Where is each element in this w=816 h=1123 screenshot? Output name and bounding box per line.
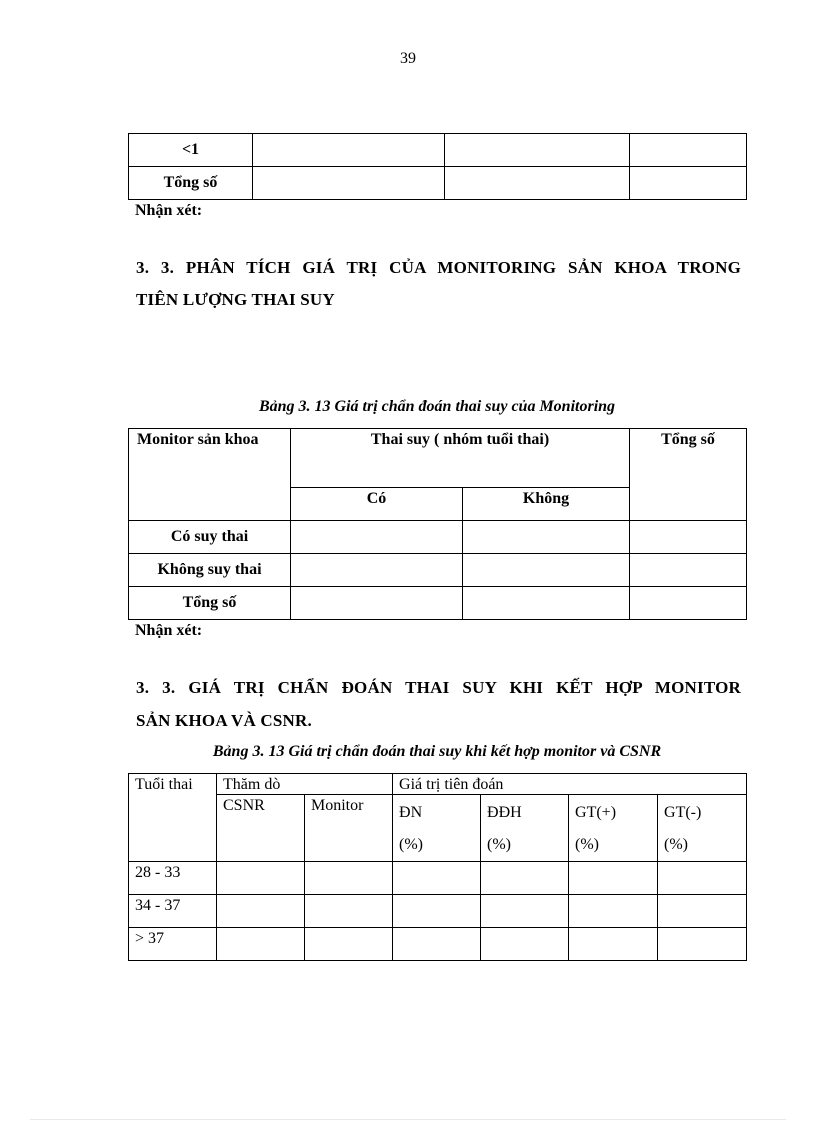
row-label: 28 - 33 (129, 862, 217, 895)
table-cell (569, 928, 658, 961)
table-cell (217, 862, 305, 895)
table-cell (393, 928, 481, 961)
metric-unit: (%) (487, 836, 511, 853)
header-metric (481, 795, 569, 862)
table-cell (253, 134, 445, 167)
table-cell (658, 928, 747, 961)
table-cell (305, 862, 393, 895)
table-cell (291, 554, 463, 587)
table-cell (481, 928, 569, 961)
metric-unit: (%) (399, 836, 423, 853)
table-row (129, 167, 747, 200)
row-label: 34 - 37 (129, 895, 217, 928)
table-cell (445, 167, 630, 200)
table-cell (393, 862, 481, 895)
table-cell (463, 554, 630, 587)
combined-table (128, 773, 747, 961)
table-cell (305, 895, 393, 928)
table-cell (630, 167, 747, 200)
table-cell (217, 928, 305, 961)
table-row (129, 895, 747, 928)
table-cell (217, 895, 305, 928)
section-heading-line-2: TIÊN LƯỢNG THAI SUY (136, 290, 335, 309)
table-cell (630, 587, 747, 620)
table-row (129, 862, 747, 895)
table-caption: Bảng 3. 13 Giá trị chẩn đoán thai suy của Monitoring (258, 398, 616, 415)
table-cell (291, 587, 463, 620)
metric-name: ĐĐH (487, 804, 522, 821)
header-yes: Có (291, 488, 463, 521)
metric-name: GT(+) (575, 804, 617, 821)
row-label: > 37 (129, 928, 217, 961)
table-cell (658, 862, 747, 895)
header-predict: Giá trị tiên đoán (393, 774, 747, 795)
row-label: Tổng số (129, 167, 253, 200)
header-probe: Thăm dò (217, 774, 393, 795)
row-label: <1 (129, 134, 253, 167)
previous-table-continuation (128, 133, 747, 200)
remark-label: Nhận xét: (135, 622, 203, 639)
table-cell (569, 895, 658, 928)
table-row (129, 928, 747, 961)
table-cell (463, 521, 630, 554)
table-cell (253, 167, 445, 200)
table-cell (658, 895, 747, 928)
table-cell (445, 134, 630, 167)
table-row (129, 554, 747, 587)
metric-name: GT(-) (664, 804, 702, 821)
table-cell (291, 521, 463, 554)
table-row (129, 521, 747, 554)
header-csnr: CSNR (217, 795, 305, 862)
table-row (129, 134, 747, 167)
header-metric (658, 795, 747, 862)
header-monitor: Monitor (305, 795, 393, 862)
table-caption: Bảng 3. 13 Giá trị chẩn đoán thai suy khi kết hợp monitor và CSNR (212, 743, 662, 760)
table-cell (630, 521, 747, 554)
page-bottom-edge (30, 1119, 786, 1120)
metric-name: ĐN (399, 804, 423, 821)
page-number: 39 (400, 50, 416, 67)
section-heading-line-2: SẢN KHOA VÀ CSNR. (136, 711, 312, 730)
metric-unit: (%) (664, 836, 688, 853)
table-cell (481, 895, 569, 928)
row-label: Có suy thai (129, 521, 291, 554)
header-no: Không (463, 488, 630, 521)
table-cell (393, 895, 481, 928)
header-thai-suy: Thai suy ( nhóm tuổi thai) (291, 429, 630, 488)
table-cell (630, 554, 747, 587)
table-cell (481, 862, 569, 895)
section-heading-line-1: 3. 3. GIÁ TRỊ CHẨN ĐOÁN THAI SUY KHI KẾT HỢP MONITOR (136, 678, 741, 697)
metric-unit: (%) (575, 836, 599, 853)
table-cell (569, 862, 658, 895)
header-total: Tổng số (630, 429, 747, 521)
table-row (129, 587, 747, 620)
table-cell (630, 134, 747, 167)
monitoring-table (128, 428, 747, 620)
remark-label: Nhận xét: (135, 202, 203, 219)
row-label: Tổng số (129, 587, 291, 620)
table-cell (305, 928, 393, 961)
header-age: Tuổi thai (129, 774, 217, 862)
row-label: Không suy thai (129, 554, 291, 587)
header-metric (393, 795, 481, 862)
header-metric (569, 795, 658, 862)
header-monitor: Monitor sản khoa (129, 429, 291, 521)
table-cell (463, 587, 630, 620)
section-heading-line-1: 3. 3. PHÂN TÍCH GIÁ TRỊ CỦA MONITORING SẢN KHOA TRONG (136, 258, 741, 277)
